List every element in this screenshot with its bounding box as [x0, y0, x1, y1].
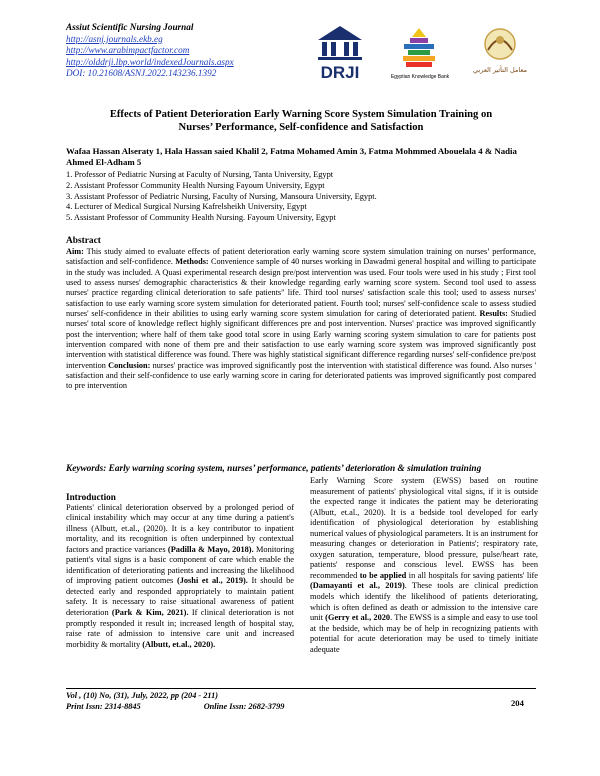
left-text-3: It should be detected early and responded appropriately to maintain patient safety. It is necessary to raise situational awareness of patient deterioration [66, 576, 294, 618]
journal-link-arabimpact[interactable]: http://www.arabimpactfactor.com [66, 45, 190, 56]
journal-link-drji[interactable]: http://olddrji.lbp.world/indexedJournals.aspx [66, 56, 234, 67]
citation-albutt: (Albutt, et.al., 2020). [142, 639, 216, 649]
paper-title-line1: Effects of Patient Deterioration Early Warning Score System Simulation Training on [109, 109, 493, 120]
page-footer [66, 691, 536, 712]
keywords [66, 464, 536, 476]
paper-title-line2: Nurses’ Performance, Self-confidence and Satisfaction [178, 122, 424, 133]
citation-gerry: (Gerry et al., 2020 [325, 613, 391, 623]
journal-link-ekb[interactable]: http://asnj.journals.ekb.eg [66, 33, 163, 44]
paper-title [66, 108, 536, 134]
footer-issn [66, 702, 536, 713]
left-text-4: If clinical deterioration is not promptly responded it result in; increased length of hospital stay, raise rate of admission to intensive care unit and increased morbidity & mortality [66, 608, 294, 649]
citation-park: (Park & Kim, 2021). [111, 608, 189, 618]
aim-text: This study aimed to evaluate effects of patient deterioration early warning score system simulation training on nurses’ performance, satisfaction and self-confidence. [66, 247, 536, 267]
methods-label: Methods: [175, 257, 209, 267]
ekb-logo-text: Egyptian Knowledge Bank [390, 74, 450, 80]
right-text-4: . The EWSS is a simple and easy to use tool at the bedside, which may be of help in recognizing patients with potential for acute deterioration may be used to timely initiate adequate [310, 613, 538, 654]
intro-paragraph-right [310, 476, 538, 655]
footer-print-issn: Print Issn: 2314-8845 [66, 701, 141, 711]
left-text-2: Monitoring patient's vital signs is a basic component of care which enable the identification of deteriorating patients and increasing the likelihood of improving patient outcomes [66, 544, 294, 586]
keywords-text: Early warning scoring system, nurses’ performance, patients’ deterioration & simulation training [106, 464, 482, 474]
drji-logo [318, 26, 362, 82]
right-column [310, 476, 538, 655]
arab-impact-logo [473, 29, 527, 74]
affiliation-1: 1. Professor of Pediatric Nursing at Faculty of Nursing, Tanta University, Egypt [66, 170, 334, 179]
citation-padilla: (Padilla & Mayo, 2018). [167, 544, 254, 554]
abstract-heading: Abstract [66, 236, 101, 246]
indexing-logos [300, 20, 540, 95]
conclusion-label: Conclusion: [108, 360, 151, 370]
affiliation-4: 4. Lecturer of Medical Surgical Nursing Kafrelsheikh University, Egypt [66, 202, 307, 212]
journal-name: Assiut Scientific Nursing Journal [66, 22, 194, 32]
author-list: Wafaa Hassan Alseraty 1, Hala Hassan saied Khalil 2, Fatma Mohamed Amin 3, Fatma Mohmmed Abouelala 4 & Nadia Ahmed El-Adham 5 [66, 146, 517, 167]
page-number: 204 [511, 698, 524, 708]
affiliation-5: 5. Assistant Professor of Community Health Nursing. Fayoum University, Egypt [66, 213, 336, 223]
ekb-logo [391, 28, 450, 80]
conclusion-text: nurses' practice was improved significantly post the intervention with statistical difference was found. Also nurses ' satisfaction and their self-confidence to use early warning score in caring for deteriorated patients was improved significantly post compared to pre intervention [66, 360, 536, 391]
right-text-2: in all hospitals for saving patients' life [406, 570, 538, 580]
affiliation-3: 3. Assistant Professor of Pediatric Nursing, Faculty of Nursing, Mansoura University, Egypt. [66, 191, 377, 201]
citation-joshi: (Joshi et al., 2019). [176, 576, 248, 586]
footer-divider [66, 688, 536, 689]
arab-logo-text: معامل التأثير العربي [473, 66, 527, 74]
citation-damayanti: (Damayanti et al., 2019) [310, 581, 405, 591]
keywords-label: Keywords: [66, 464, 107, 474]
left-column [66, 492, 294, 650]
right-text-1: Early Warning Score system (EWSS) based on routine measurement of patients' physiological vital signs, if it is outside the expected range it indicates the patient may be deteriorating (Albutt, et.al., 2020). It is a bedside tool developed for early identification of physiological deterioration by establishing numerical values of physiological parameters. It is an instrument for measuring changes or deterioration in Patients'; respiratory rate, oxygen saturation, temperature, blood pressure, pulse/heart rate, patients' response and conscious level. EWSS has been recommended [310, 476, 538, 580]
journal-doi: DOI: 10.21608/ASNJ.2022.143236.1392 [66, 68, 217, 79]
introduction-heading: Introduction [66, 492, 116, 502]
methods-text: Convenience sample of 40 nurses working in Dawadmi general hospital and willing to participate in the study was included. A Quasi experimental research design pre/post intervention was used. Four tools were used in his study ; First tool used to assess nurses' demographic characteristics & their knowledge regarding early warning score system. Second tool used to assess nurses' practice regarding clinical deterioration to safe patients" life. Third tool nurses' satisfaction scale this tool; used to assess nurses' satisfaction to use early warning score system simulation for deteriorated patient. Fourth tool; nurses' self-confidence scale to assess studied nurses' self-confidence in their abilities to using early warning score system simulation for caring of deteriorated patient. [66, 257, 536, 319]
footer-online-issn: Online Issn: 2682-3799 [203, 701, 285, 711]
footer-volume: Vol , (10) No, (31), July, 2022, pp (204 - 211) [66, 691, 219, 700]
results-label: Results: [479, 309, 508, 319]
emphasis-applied: to be applied [359, 570, 407, 580]
journal-header [66, 22, 326, 80]
affiliations [66, 170, 536, 224]
affiliation-2: 2. Assistant Professor Community Health Nursing Fayoum University, Egypt [66, 180, 325, 190]
right-text-3: . These tools are clinical prediction models which identify the likelihood of patients deteriorating, which is often defined as death or admission to the intensive care unit [310, 581, 538, 623]
abstract-body [66, 247, 536, 392]
aim-label: Aim: [66, 247, 84, 256]
intro-paragraph-left [66, 503, 294, 651]
drji-logo-text: DRJI [320, 63, 360, 82]
results-text: Studied nurses' total score of knowledge reflect highly significant differences pre and post intervention. Nurses' practice was improved significantly post the intervention; where half of them take good total score in using Early warning scoring system simulation to care for patients post intervention compared with none of them pre and their satisfaction to use early warning score system was improved significantly post intervention with statistical difference was found. There was highly statistical significant difference regarding nurses' self-confidence pre/post intervention [66, 309, 536, 370]
left-text-1: Patients' clinical deterioration observed by a prolonged period of clinical instability which may occur at any time during a patient's illness (Albutt, et.al., (2020). It is a key contributor to inpatient mortality, and its recognition is often underpinned by contextual factors and practice variances [66, 502, 294, 554]
